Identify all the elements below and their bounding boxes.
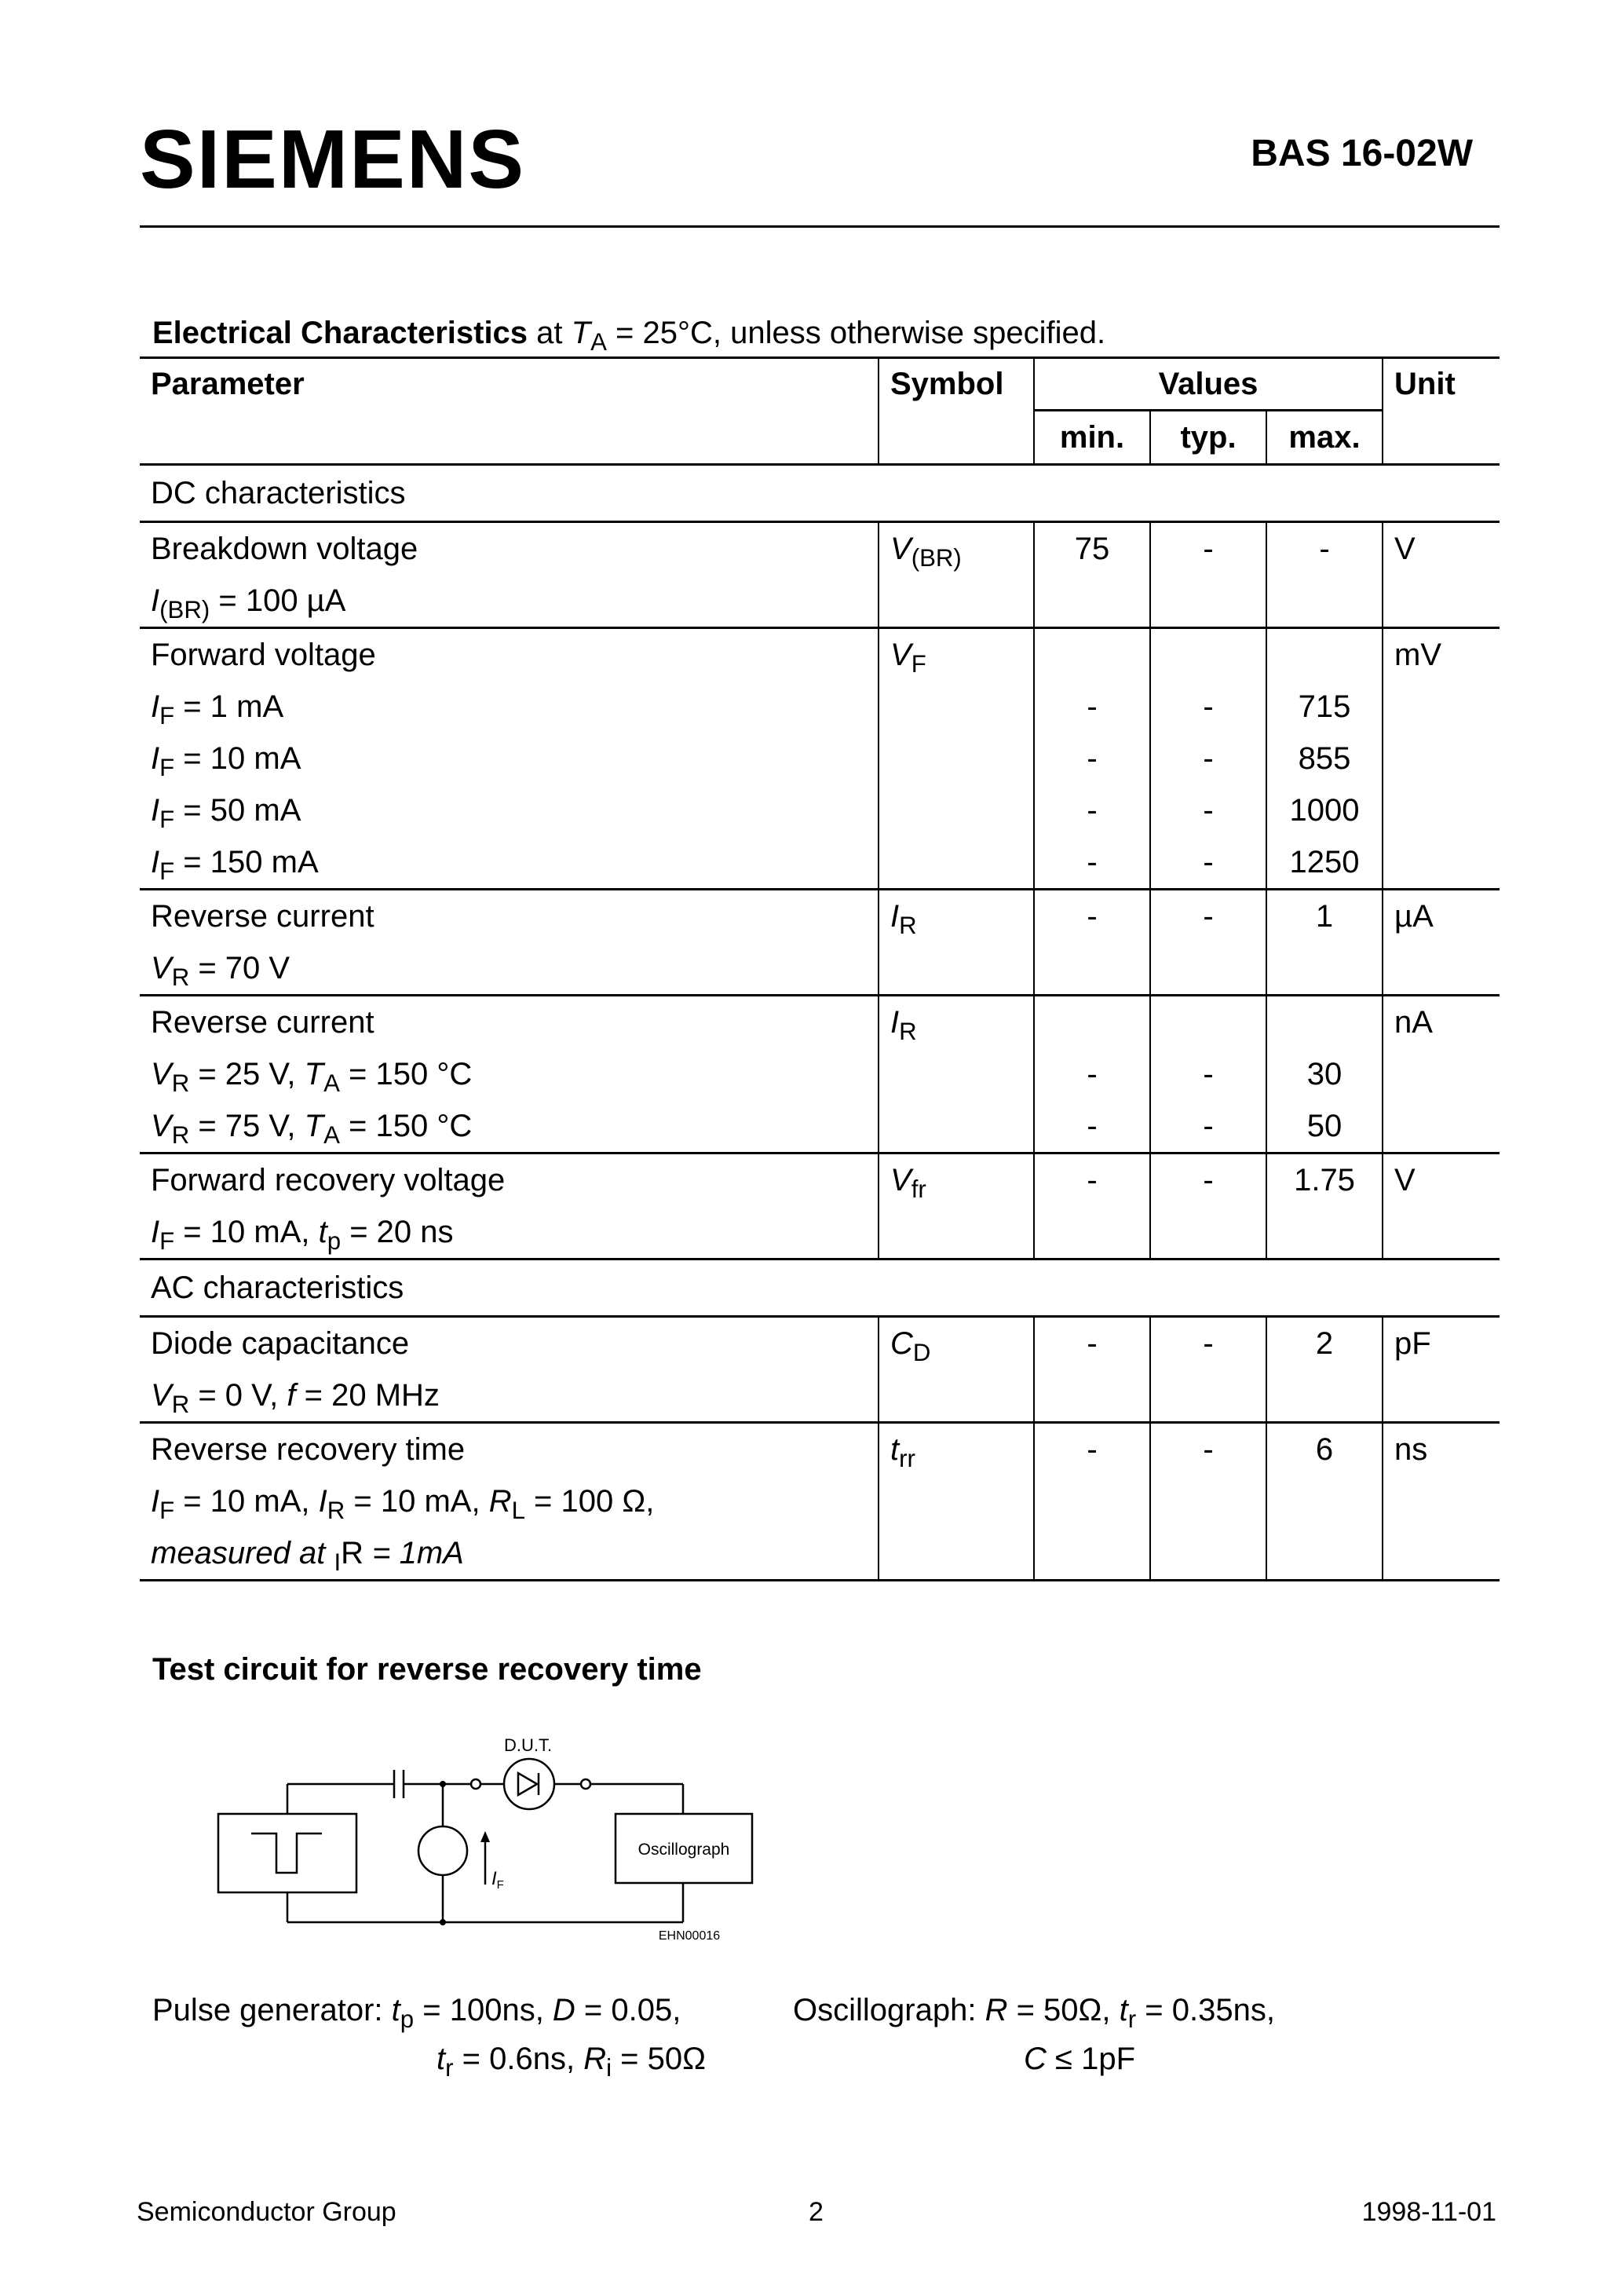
unit: ns xyxy=(1394,1432,1428,1467)
table-row xyxy=(140,996,1500,1153)
unit: V xyxy=(1394,532,1416,566)
footer-page-number: 2 xyxy=(809,2197,824,2227)
value-min-entry: 75 xyxy=(1074,532,1110,566)
param-condition: $I_F = 1$ mA xyxy=(151,689,284,729)
table-row xyxy=(140,890,1500,996)
terminal-left xyxy=(471,1779,480,1789)
value-typ-entry: - xyxy=(1203,1432,1214,1467)
param-condition: $I_F = 10$ mA xyxy=(151,741,301,781)
unit: V xyxy=(1394,1163,1416,1197)
value-typ-entry: - xyxy=(1203,532,1214,566)
param-name: Forward voltage xyxy=(151,638,376,672)
part-number: BAS 16-02W xyxy=(1251,133,1473,174)
siemens-logo: SIEMENS xyxy=(140,113,526,206)
caption-var-sub: A xyxy=(590,327,607,356)
unit-cell xyxy=(1383,1423,1500,1581)
symbol-cell xyxy=(879,628,1034,890)
value-typ xyxy=(1150,628,1266,890)
spacer xyxy=(1162,629,1255,681)
symbol-sub: D xyxy=(912,1338,931,1366)
value-typ-entry: - xyxy=(1203,741,1214,776)
symbol-main: C xyxy=(890,1326,913,1361)
value-min-entry: - xyxy=(1087,1057,1098,1091)
param-cell xyxy=(140,1423,879,1581)
symbol-cell xyxy=(879,890,1034,996)
unit-cell xyxy=(1383,890,1500,996)
header-max: max. xyxy=(1266,411,1383,465)
electrical-characteristics-table xyxy=(140,356,1500,1581)
table-row xyxy=(140,1317,1500,1423)
symbol-main: V xyxy=(890,638,911,672)
param-name: Reverse recovery time xyxy=(151,1432,466,1467)
section-dc: DC characteristics xyxy=(140,465,1500,522)
symbol xyxy=(890,1154,1022,1206)
unit: µA xyxy=(1394,899,1434,934)
symbol xyxy=(890,629,1022,681)
value-typ-entry: - xyxy=(1203,1163,1214,1197)
symbol-cell xyxy=(879,1423,1034,1581)
symbol-cell xyxy=(879,1317,1034,1423)
drawing-code: EHN00016 xyxy=(658,1929,721,1943)
value-typ-entry: - xyxy=(1203,1109,1214,1143)
value-typ-entry: - xyxy=(1203,899,1214,934)
value-max-entry: 855 xyxy=(1298,741,1351,776)
value-max-entry: 1250 xyxy=(1289,845,1360,879)
value-typ-entry: - xyxy=(1203,845,1214,879)
symbol-main: I xyxy=(890,1005,900,1040)
table-caption xyxy=(152,316,1106,356)
param-condition: $I_F = 50$ mA xyxy=(151,793,301,833)
symbol xyxy=(890,996,1022,1048)
param-condition: $I_F = 150$ mA xyxy=(151,845,319,885)
terminal-right xyxy=(581,1779,590,1789)
value-min xyxy=(1034,890,1150,996)
header-values: Values xyxy=(1034,358,1383,411)
value-max-entry: 6 xyxy=(1315,1432,1334,1467)
param-cell xyxy=(140,890,879,996)
value-max xyxy=(1266,1423,1383,1581)
param-condition: $I_F = 10$ mA, $t_p = 20$ ns xyxy=(151,1215,454,1255)
param-condition: measured at $_I$R = 1mA xyxy=(151,1536,464,1576)
value-min xyxy=(1034,996,1150,1153)
value-typ-entry: - xyxy=(1203,1057,1214,1091)
pulse-generator-spec-1: Pulse generator: $t_p = 100ns$, D = 0.05, xyxy=(152,1993,681,2033)
value-typ xyxy=(1150,996,1266,1153)
value-min-entry: - xyxy=(1087,845,1098,879)
header-unit: Unit xyxy=(1383,358,1500,465)
header-typ: typ. xyxy=(1150,411,1266,465)
unit-cell xyxy=(1383,522,1500,628)
value-max-entry: 1.75 xyxy=(1294,1163,1355,1197)
unit-cell xyxy=(1383,996,1500,1153)
symbol-sub: (BR) xyxy=(911,543,962,572)
symbol xyxy=(890,523,1022,575)
value-max xyxy=(1266,890,1383,996)
param-name: Breakdown voltage xyxy=(151,532,418,566)
value-min-entry: - xyxy=(1087,793,1098,828)
param-condition: $V_R = 70$ V xyxy=(151,951,290,991)
value-min-entry: - xyxy=(1087,689,1098,724)
param-cell xyxy=(140,1153,879,1260)
current-label-sub: F xyxy=(496,1878,504,1892)
header-parameter: Parameter xyxy=(140,358,879,465)
oscillograph-spec-2: C ≤ 1pF xyxy=(1024,2042,1135,2076)
param-cell xyxy=(140,996,879,1153)
table-row xyxy=(140,628,1500,890)
symbol-main: t xyxy=(890,1432,900,1467)
symbol xyxy=(890,1424,1022,1475)
table-row xyxy=(140,1153,1500,1260)
value-min-entry: - xyxy=(1087,1109,1098,1143)
value-max-entry: 1000 xyxy=(1289,793,1360,828)
value-min-entry: - xyxy=(1087,1326,1098,1361)
param-condition: $V_R = 75$ V, $T_A = 150$ °C xyxy=(151,1109,473,1149)
value-max-entry: 50 xyxy=(1306,1109,1343,1143)
current-label xyxy=(491,1868,504,1892)
value-typ-entry: - xyxy=(1203,689,1214,724)
symbol-main: V xyxy=(890,532,911,566)
value-max-entry: - xyxy=(1319,532,1330,566)
value-min xyxy=(1034,1423,1150,1581)
spacer xyxy=(1046,629,1138,681)
param-condition: $I_{(BR)} = 100$ µA xyxy=(151,583,346,623)
value-min xyxy=(1034,628,1150,890)
unit-cell xyxy=(1383,1317,1500,1423)
value-max-entry: 715 xyxy=(1298,689,1351,724)
dut-label: D.U.T. xyxy=(504,1735,553,1755)
spacer xyxy=(1162,996,1255,1048)
current-label-symbol: I xyxy=(491,1868,497,1889)
unit: mV xyxy=(1394,638,1442,672)
param-name: Reverse current xyxy=(151,899,374,934)
param-cell xyxy=(140,522,879,628)
value-max-entry: 2 xyxy=(1315,1326,1334,1361)
unit-cell xyxy=(1383,628,1500,890)
unit: nA xyxy=(1394,1005,1433,1040)
param-condition: $V_R = 25$ V, $T_A = 150$ °C xyxy=(151,1057,473,1097)
symbol-cell xyxy=(879,1153,1034,1260)
symbol-sub: R xyxy=(899,911,917,939)
value-typ-entry: - xyxy=(1203,1326,1214,1361)
footer-group: Semiconductor Group xyxy=(137,2197,396,2227)
header-rule xyxy=(140,225,1500,228)
value-min-entry: - xyxy=(1087,741,1098,776)
param-name: Forward recovery voltage xyxy=(151,1163,506,1197)
oscillograph-spec-1: Oscillograph: R = 50Ω, $t_r = 0.35ns$, xyxy=(793,1993,1275,2033)
circuit-title: Test circuit for reverse recovery time xyxy=(152,1652,702,1687)
value-max xyxy=(1266,522,1383,628)
caption-title: Electrical Characteristics xyxy=(152,316,528,350)
symbol-main: I xyxy=(890,899,900,934)
caption-condition: = 25°C, unless otherwise specified. xyxy=(606,316,1106,350)
value-max-entry: 1 xyxy=(1315,899,1334,934)
value-typ xyxy=(1150,522,1266,628)
symbol-sub: R xyxy=(899,1017,917,1045)
table-row xyxy=(140,1423,1500,1581)
value-min xyxy=(1034,522,1150,628)
value-typ xyxy=(1150,1423,1266,1581)
symbol xyxy=(890,1318,1022,1369)
unit-cell xyxy=(1383,1153,1500,1260)
oscillograph-label: Oscillograph xyxy=(637,1841,730,1859)
symbol-sub: F xyxy=(911,649,926,678)
param-condition: $V_R = 0$ V, f = 20 MHz xyxy=(151,1378,440,1418)
symbol-cell xyxy=(879,996,1034,1153)
symbol-sub: fr xyxy=(911,1175,926,1203)
param-cell xyxy=(140,1317,879,1423)
value-min-entry: - xyxy=(1087,1432,1098,1467)
value-max xyxy=(1266,628,1383,890)
table-row xyxy=(140,522,1500,628)
value-typ xyxy=(1150,890,1266,996)
param-name: Reverse current xyxy=(151,1005,374,1040)
value-max xyxy=(1266,1153,1383,1260)
value-max-entry: 30 xyxy=(1306,1057,1343,1091)
value-typ xyxy=(1150,1153,1266,1260)
spacer xyxy=(1278,629,1371,681)
header-min: min. xyxy=(1034,411,1150,465)
symbol-sub: rr xyxy=(899,1444,915,1472)
value-min-entry: - xyxy=(1087,1163,1098,1197)
value-min xyxy=(1034,1317,1150,1423)
test-circuit-diagram xyxy=(212,1720,777,1947)
param-name: Diode capacitance xyxy=(151,1326,410,1361)
value-min xyxy=(1034,1153,1150,1260)
spacer xyxy=(1046,996,1138,1048)
value-typ xyxy=(1150,1317,1266,1423)
current-source xyxy=(418,1826,467,1875)
symbol xyxy=(890,890,1022,942)
pulse-generator-box xyxy=(218,1814,356,1892)
value-max xyxy=(1266,1317,1383,1423)
dut-diode xyxy=(504,1759,554,1809)
section-ac: AC characteristics xyxy=(140,1260,1500,1317)
param-condition: $I_F = 10$ mA, $I_R = 10$ mA, $R_L = 100$ Ω, xyxy=(151,1484,655,1524)
value-typ-entry: - xyxy=(1203,793,1214,828)
header-symbol: Symbol xyxy=(879,358,1034,465)
symbol-cell xyxy=(879,522,1034,628)
pulse-waveform xyxy=(251,1834,322,1873)
param-cell xyxy=(140,628,879,890)
unit: pF xyxy=(1394,1326,1431,1361)
caption-at: at xyxy=(528,316,572,350)
symbol-main: V xyxy=(890,1163,911,1197)
value-max xyxy=(1266,996,1383,1153)
spacer xyxy=(1278,996,1371,1048)
footer-date: 1998-11-01 xyxy=(1361,2197,1496,2227)
caption-var: T xyxy=(571,316,591,350)
value-min-entry: - xyxy=(1087,899,1098,934)
pulse-generator-spec-2: $t_r = 0.6ns$, $R_i = 50\Omega$ xyxy=(437,2042,706,2082)
